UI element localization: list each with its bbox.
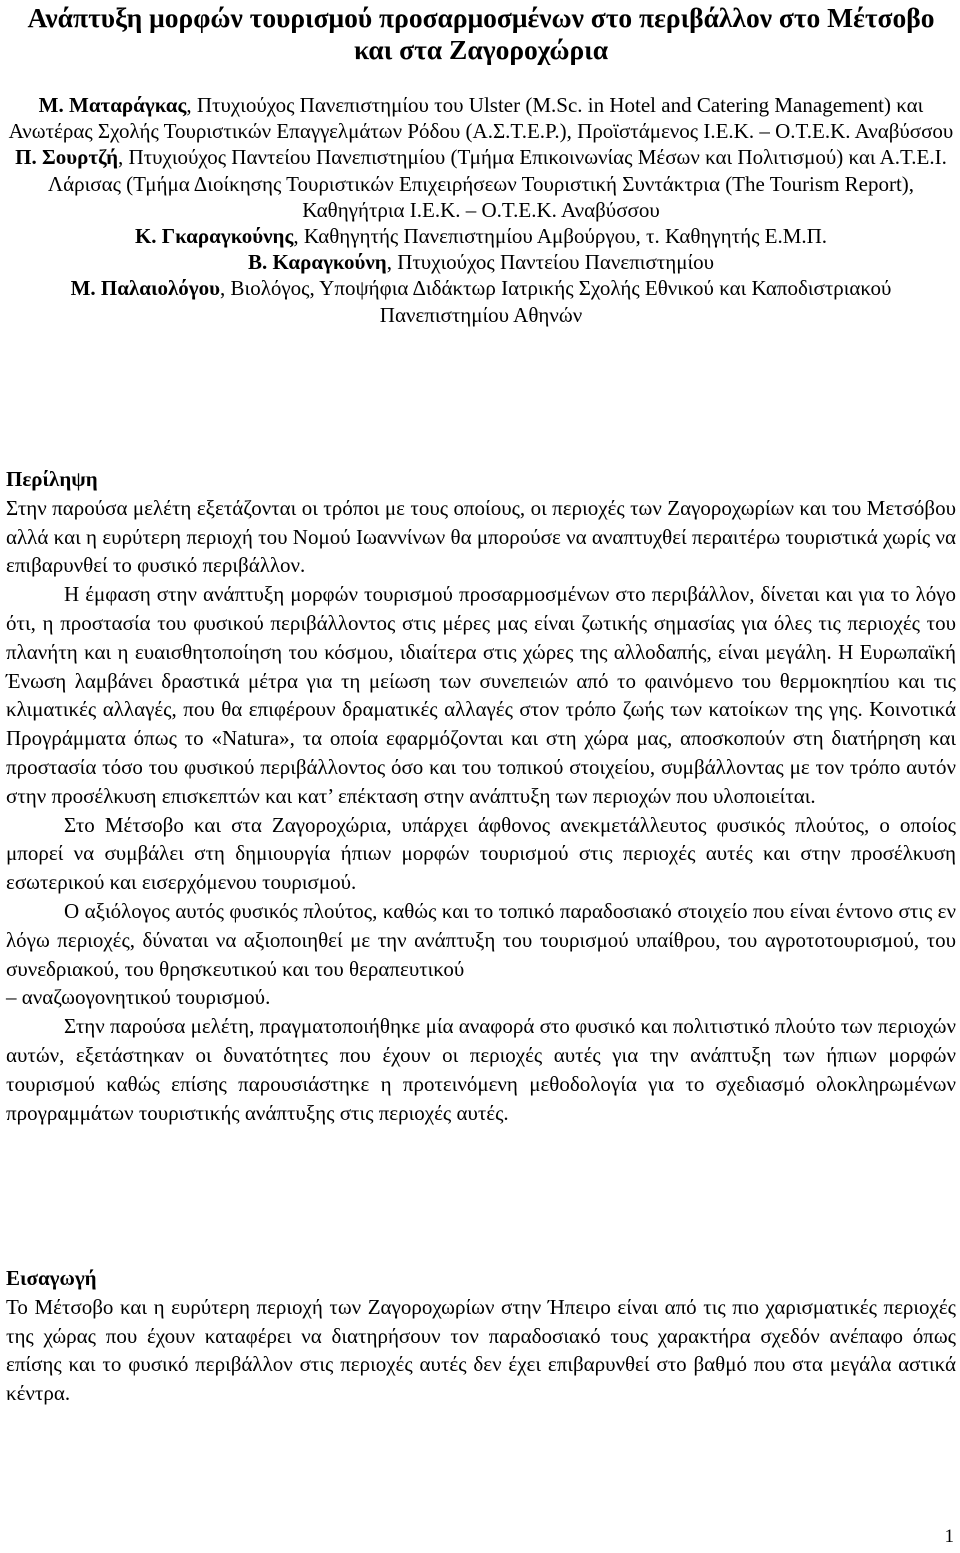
author-affiliation: , Καθηγητής Πανεπιστημίου Αμβούργου, τ. Καθηγητής Ε.Μ.Π. [293, 224, 828, 249]
author-affiliation: , Πτυχιούχος Παντείου Πανεπιστημίου [386, 250, 714, 275]
introduction-section [6, 1264, 956, 1408]
introduction-heading: Εισαγωγή [6, 1266, 97, 1290]
abstract-paragraph: Ο αξιόλογος αυτός φυσικός πλούτος, καθώς και το τοπικό παραδοσιακό στοιχείο που είναι έντονο στις εν λόγω περιοχές, δύναται να αξιοποιηθεί με την ανάπτυξη του τουρισμού υπαίθρου, του αγροτοτουρισμού, του συνεδριακού, του θρησκευτικού και του θεραπευτικού [6, 898, 956, 981]
author-affiliation: , Πτυχιούχος Παντείου Πανεπιστημίου (Τμήμα Επικοινωνίας Μέσων και Πολιτισμού) και Α.Τ.Ε.Ι. Λάρισας (Τμήμα Διοίκησης Τουριστικών Επιχειρήσεων Τουριστική Συντάκτρια (The Tourism Report), Καθηγήτρια Ι.Ε.Κ. – Ο.Τ.Ε.Κ. Αναβύσσου [47, 145, 947, 222]
paper-title: Ανάπτυξη μορφών τουρισμού προσαρμοσμένων στο περιβάλλον στο Μέτσοβο και στα Ζαγοροχώρια [27, 2, 935, 65]
author-entry [6, 275, 956, 327]
abstract-section [6, 465, 956, 1127]
author-name: Β. Καραγκούνη [247, 250, 387, 275]
author-entry [6, 249, 956, 275]
abstract-paragraph: Στην παρούσα μελέτη, πραγματοποιήθηκε μία αναφορά στο φυσικό και πολιτιστικό πλούτο των περιοχών αυτών, εξετάστηκαν οι δυνατότητες που έχουν οι περιοχές αυτές για την ανάπτυξη των ήπιων μορφών τουρισμού καθώς επίσης παρουσιάστηκε η προτεινόμενη μεθοδολογία για το σχεδιασμό ολοκληρωμένων προγραμμάτων τουριστικής ανάπτυξης στις περιοχές αυτές. [6, 1014, 956, 1125]
author-name: Κ. Γκαραγκούνης [134, 224, 294, 249]
introduction-paragraph: Το Μέτσοβο και η ευρύτερη περιοχή των Ζαγοροχωρίων στην Ήπειρο είναι από τις πιο χαρισματικές περιοχές της χώρας που έχουν καταφέρει να διατηρήσουν τον παραδοσιακό τους χαρακτήρα σχεδόν ανέπαφο όπως επίσης και το φυσικό περιβάλλον στις περιοχές αυτές δεν έχει επιβαρυνθεί στο βαθμό που στα μεγάλα αστικά κέντρα. [6, 1294, 956, 1406]
abstract-paragraph: Στο Μέτσοβο και στα Ζαγοροχώρια, υπάρχει άφθονος ανεκμετάλλευτος φυσικός πλούτος, ο οποίος μπορεί να συμβάλει στη δημιουργία ήπιων μορφών τουρισμού στις περιοχές αυτές και στην προσέλκυση εσωτερικού και εισερχόμενου τουρισμού. [6, 812, 956, 895]
author-entry [6, 92, 956, 144]
author-name: Π. Σουρτζή [15, 145, 119, 170]
author-list [6, 92, 956, 328]
author-name: Μ. Παλαιολόγου [70, 276, 221, 301]
author-affiliation: , Βιολόγος, Υποψήφια Διδάκτωρ Ιατρικής Σχολής Εθνικού και Καποδιστριακού Πανεπιστημίου Αθηνών [220, 276, 892, 327]
abstract-paragraph: Η έμφαση στην ανάπτυξη μορφών τουρισμού προσαρμοσμένων στο περιβάλλον, δίνεται και για το λόγο ότι, η προστασία του φυσικού περιβάλλοντος στις μέρες μας είναι ζωτικής σημασίας για όλες τις περιοχές του πλανήτη και η ευαισθητοποίηση του κόσμου, ιδιαίτερα στις χώρες της αλλοδαπής, είναι μεγάλη. Η Ευρωπαϊκή Ένωση λαμβάνει δραστικά μέτρα για τη μείωση των συνεπειών από το φαινόμενο του θερμοκηπίου και τις κλιματικές αλλαγές, που θα επιφέρουν δραματικές αλλαγές στον τρόπο ζωής των κατοίκων της γης. Κοινοτικά Προγράμματα όπως το «Natura», τα οποία εφαρμόζονται και στη χώρα μας, αποσκοπούν στη διατήρηση και προστασία τόσο του φυσικού περιβάλλοντος όσο και του τοπικού στοιχείου, συμβάλλοντας με τον τρόπο αυτόν στην προσέλκυση επισκεπτών και κατ’ επέκταση στην ανάπτυξη των περιοχών που υλοποιείται. [6, 582, 956, 808]
author-name: Μ. Ματαράγκας [38, 93, 187, 117]
abstract-paragraph: – αναζωογονητικού τουρισμού. [6, 985, 271, 1010]
author-entry [6, 144, 956, 223]
author-entry [6, 223, 956, 249]
page-number: 1 [944, 1526, 954, 1547]
abstract-heading: Περίληψη [6, 467, 98, 491]
abstract-paragraph: Στην παρούσα μελέτη εξετάζονται οι τρόποι με τους οποίους, οι περιοχές των Ζαγοροχωρίων και του Μετσόβου αλλά και η ευρύτερη περιοχή του Νομού Ιωαννίνων θα μπορούσε να αναπτυχθεί περαιτέρω τουριστικά χωρίς να επιβαρυνθεί το φυσικό περιβάλλον. [6, 495, 956, 578]
author-affiliation: , Πτυχιούχος Πανεπιστημίου του Ulster (M.Sc. in Hotel and Catering Management) και Ανωτέρας Σχολής Τουριστικών Επαγγελμάτων Ρόδου (Α.Σ.Τ.Ε.Ρ.), Προϊστάμενος Ι.Ε.Κ. – Ο.Τ.Ε.Κ. Αναβύσσου [8, 93, 954, 144]
